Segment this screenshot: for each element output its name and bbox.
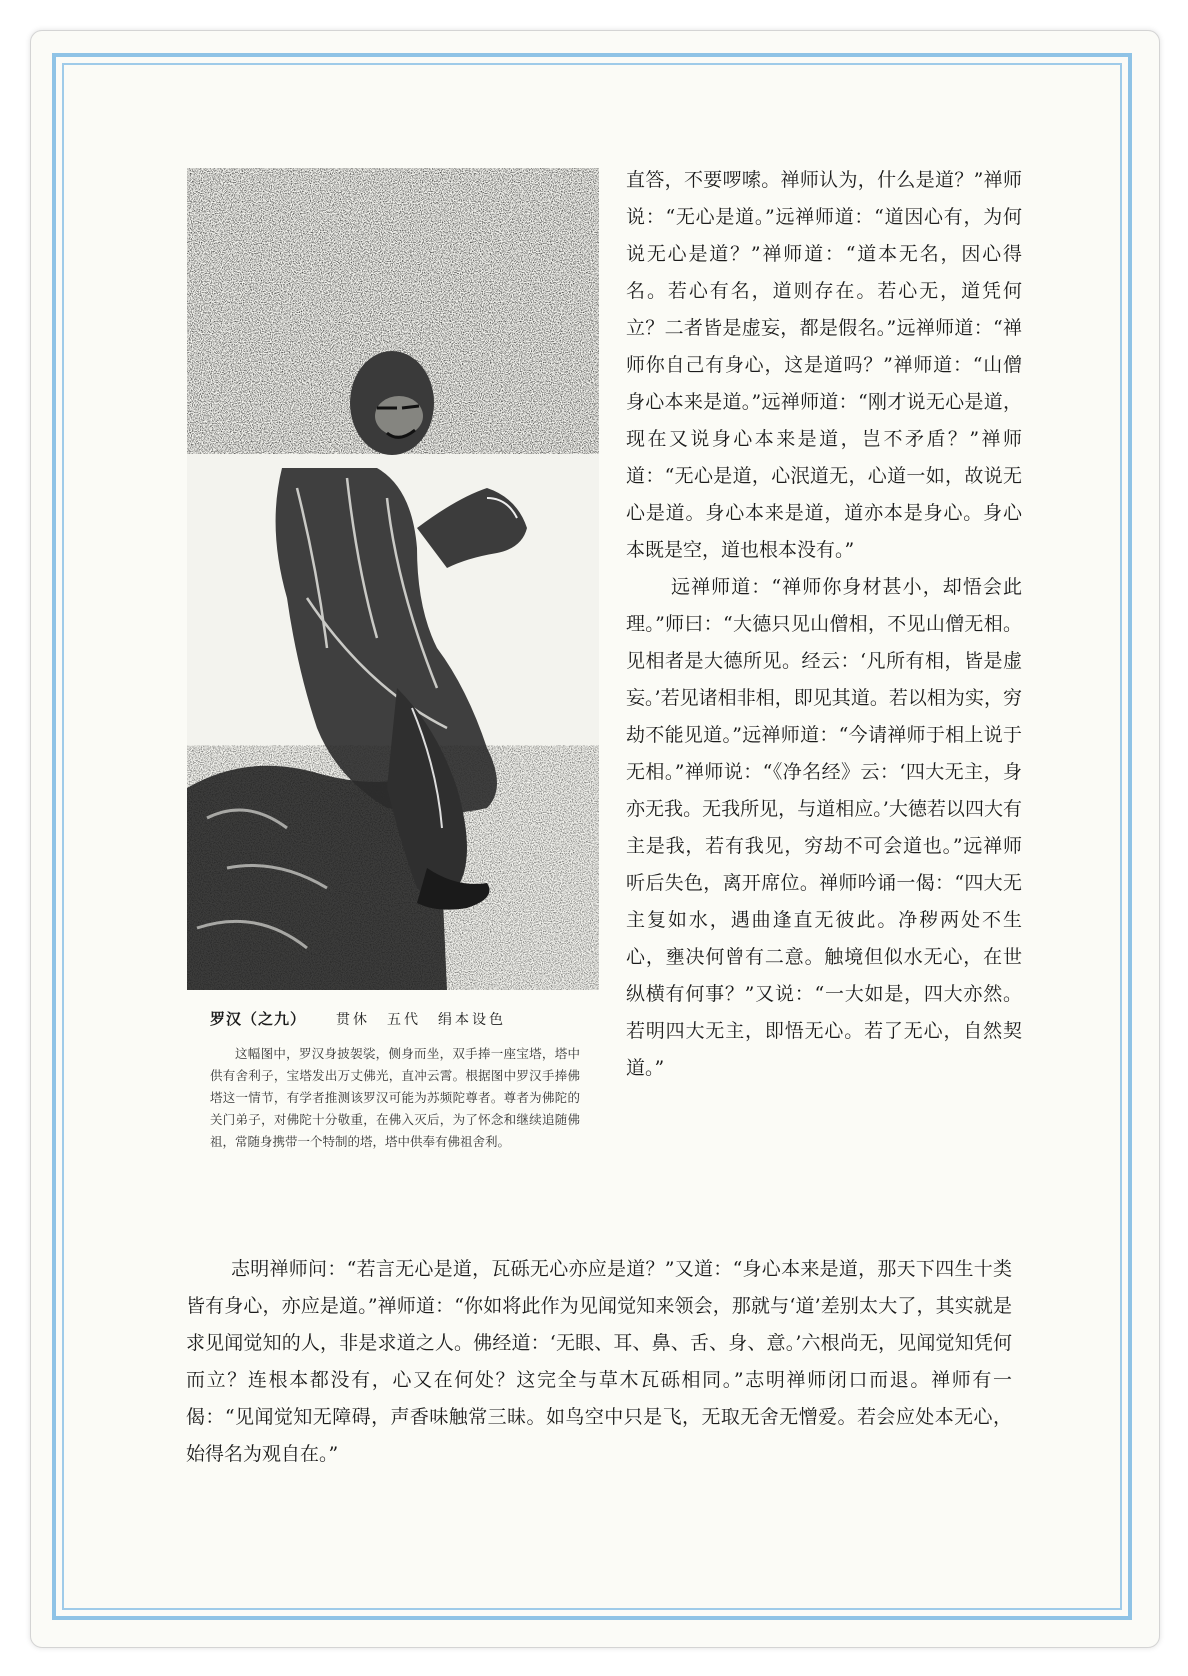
body-paragraph-2: 远禅师道：“禅师你身材甚小，却悟会此理。”师曰：“大德只见山僧相，不见山僧无相。见相者是大德所见。经云：‘凡所有相，皆是虚妄。’若见诸相非相，即见其道。若以相为实，穷劫不能见道。”远禅师道：“今请禅师于相上说于无相。”禅师说：“《净名经》云：‘四大无主，身亦无我。无我所见，与道相应。’大德若以四大有主是我，若有我见，穷劫不可会道也。”远禅师听后失色，离开席位。禅师吟诵一偈：“四大无主复如水，遇曲逢直无彼此。净秽两处不生心，壅决何曾有二意。触境但似水无心，在世纵横有何事？”又说：“一大如是，四大亦然。若明四大无主，即悟无心。若了无心，自然契道。”	[626, 576, 1022, 1079]
body-paragraph-1: 直答，不要啰嗦。禅师认为，什么是道？”禅师说：“无心是道。”远禅师道：“道因心有，为何说无心是道？”禅师道：“道本无名，因心得名。若心有名，道则存在。若心无，道凭何立？二者皆是虚妄，都是假名。”远禅师道：“禅师你自己有身心，这是道吗？”禅师道：“山僧身心本来是道。”远禅师道：“刚才说无心是道，现在又说身心本来是道，岂不矛盾？”禅师道：“无心是道，心泯道无，心道一如，故说无心是道。身心本来是道，道亦本是身心。身心本既是空，道也根本没有。”	[626, 169, 1022, 561]
figure-meta: 贯休 五代 绢本设色	[336, 1012, 507, 1028]
figure-caption-title	[210, 1008, 506, 1029]
figure-description: 这幅图中，罗汉身披袈裟，侧身而坐，双手捧一座宝塔，塔中供有舍利子，宝塔发出万丈佛光，直冲云霄。根据图中罗汉手捧佛塔这一情节，有学者推测该罗汉可能为苏频陀尊者。尊者为佛陀的关门弟子，对佛陀十分敬重，在佛入灭后，为了怀念和继续追随佛祖，常随身携带一个特制的塔，塔中供奉有佛祖舍利。	[210, 1046, 580, 1149]
right-column-text	[626, 162, 1022, 1087]
figure-title: 罗汉（之九）	[210, 1010, 307, 1028]
arhat-painting-image	[187, 168, 599, 990]
body-paragraph-3: 志明禅师问：“若言无心是道，瓦砾无心亦应是道？”又道：“身心本来是道，那天下四生十类皆有身心，亦应是道。”禅师道：“你如将此作为见闻觉知来领会，那就与‘道’差别太大了，其实就是求见闻觉知的人，非是求道之人。佛经道：‘无眼、耳、鼻、舌、身、意。’六根尚无，见闻觉知凭何而立？连根本都没有，心又在何处？这完全与草木瓦砾相同。”志明禅师闭口而退。禅师有一偈：“见闻觉知无障碍，声香味触常三昧。如鸟空中只是飞，无取无舍无憎爱。若会应处本无心，始得名为观自在。”	[186, 1258, 1012, 1465]
